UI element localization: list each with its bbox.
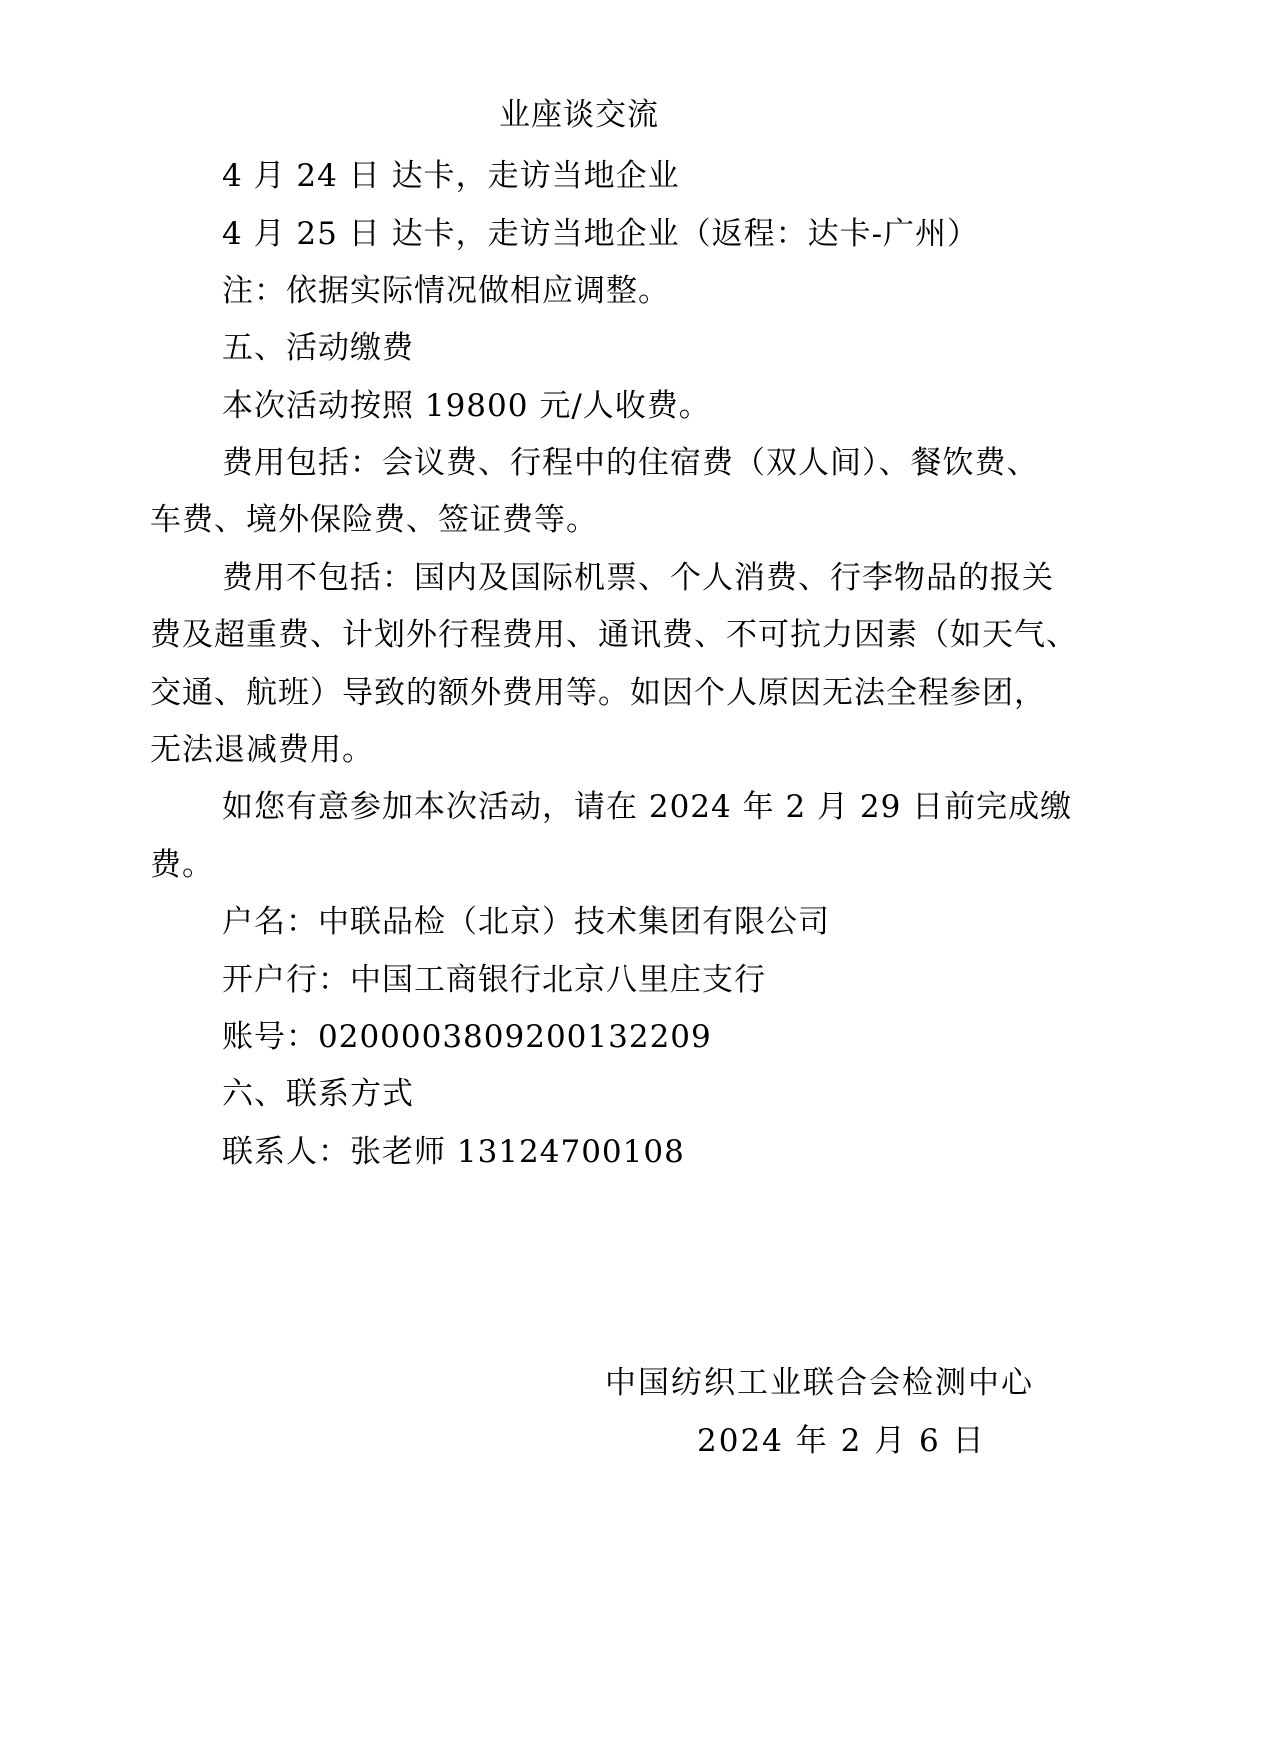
- section-continuation-text: 业座谈交流: [499, 97, 659, 133]
- fee-amount-text: 本次活动按照 19800 元/人收费。: [222, 388, 711, 424]
- fee-excludes-line-3: 交通、航班）导致的额外费用等。如因个人原因无法全程参团，: [150, 675, 1046, 711]
- fee-excludes-line-2: 费及超重费、计划外行程费用、通讯费、不可抗力因素（如天气、: [150, 617, 1078, 653]
- signature-organization: 中国纺织工业联合会检测中心: [605, 1365, 1034, 1401]
- payment-deadline-line-2: 费。: [150, 847, 214, 883]
- section-heading-contact: 六、联系方式: [222, 1076, 414, 1112]
- fee-excludes-line-1: 费用不包括：国内及国际机票、个人消费、行李物品的报关: [222, 560, 1054, 596]
- payment-deadline-line-1: 如您有意参加本次活动，请在 2024 年 2 月 29 日前完成缴: [222, 789, 1073, 825]
- account-bank: 开户行：中国工商银行北京八里庄支行: [222, 962, 766, 998]
- itinerary-apr-25: 4 月 25 日 达卡，走访当地企业（返程：达卡-广州）: [222, 216, 980, 252]
- account-number: 账号：0200003809200132209: [222, 1019, 712, 1055]
- itinerary-note: 注：依据实际情况做相应调整。: [222, 273, 670, 309]
- contact-person: 联系人：张老师 13124700108: [222, 1134, 685, 1170]
- account-name: 户名：中联品检（北京）技术集团有限公司: [222, 904, 830, 940]
- section-heading-fees: 五、活动缴费: [222, 330, 414, 366]
- itinerary-apr-24: 4 月 24 日 达卡，走访当地企业: [222, 158, 680, 194]
- fee-includes-line-1: 费用包括：会议费、行程中的住宿费（双人间）、餐饮费、: [222, 445, 1039, 481]
- fee-includes-line-2: 车费、境外保险费、签证费等。: [150, 502, 598, 538]
- signature-date: 2024 年 2 月 6 日: [697, 1423, 986, 1459]
- fee-excludes-line-4: 无法退减费用。: [150, 732, 374, 768]
